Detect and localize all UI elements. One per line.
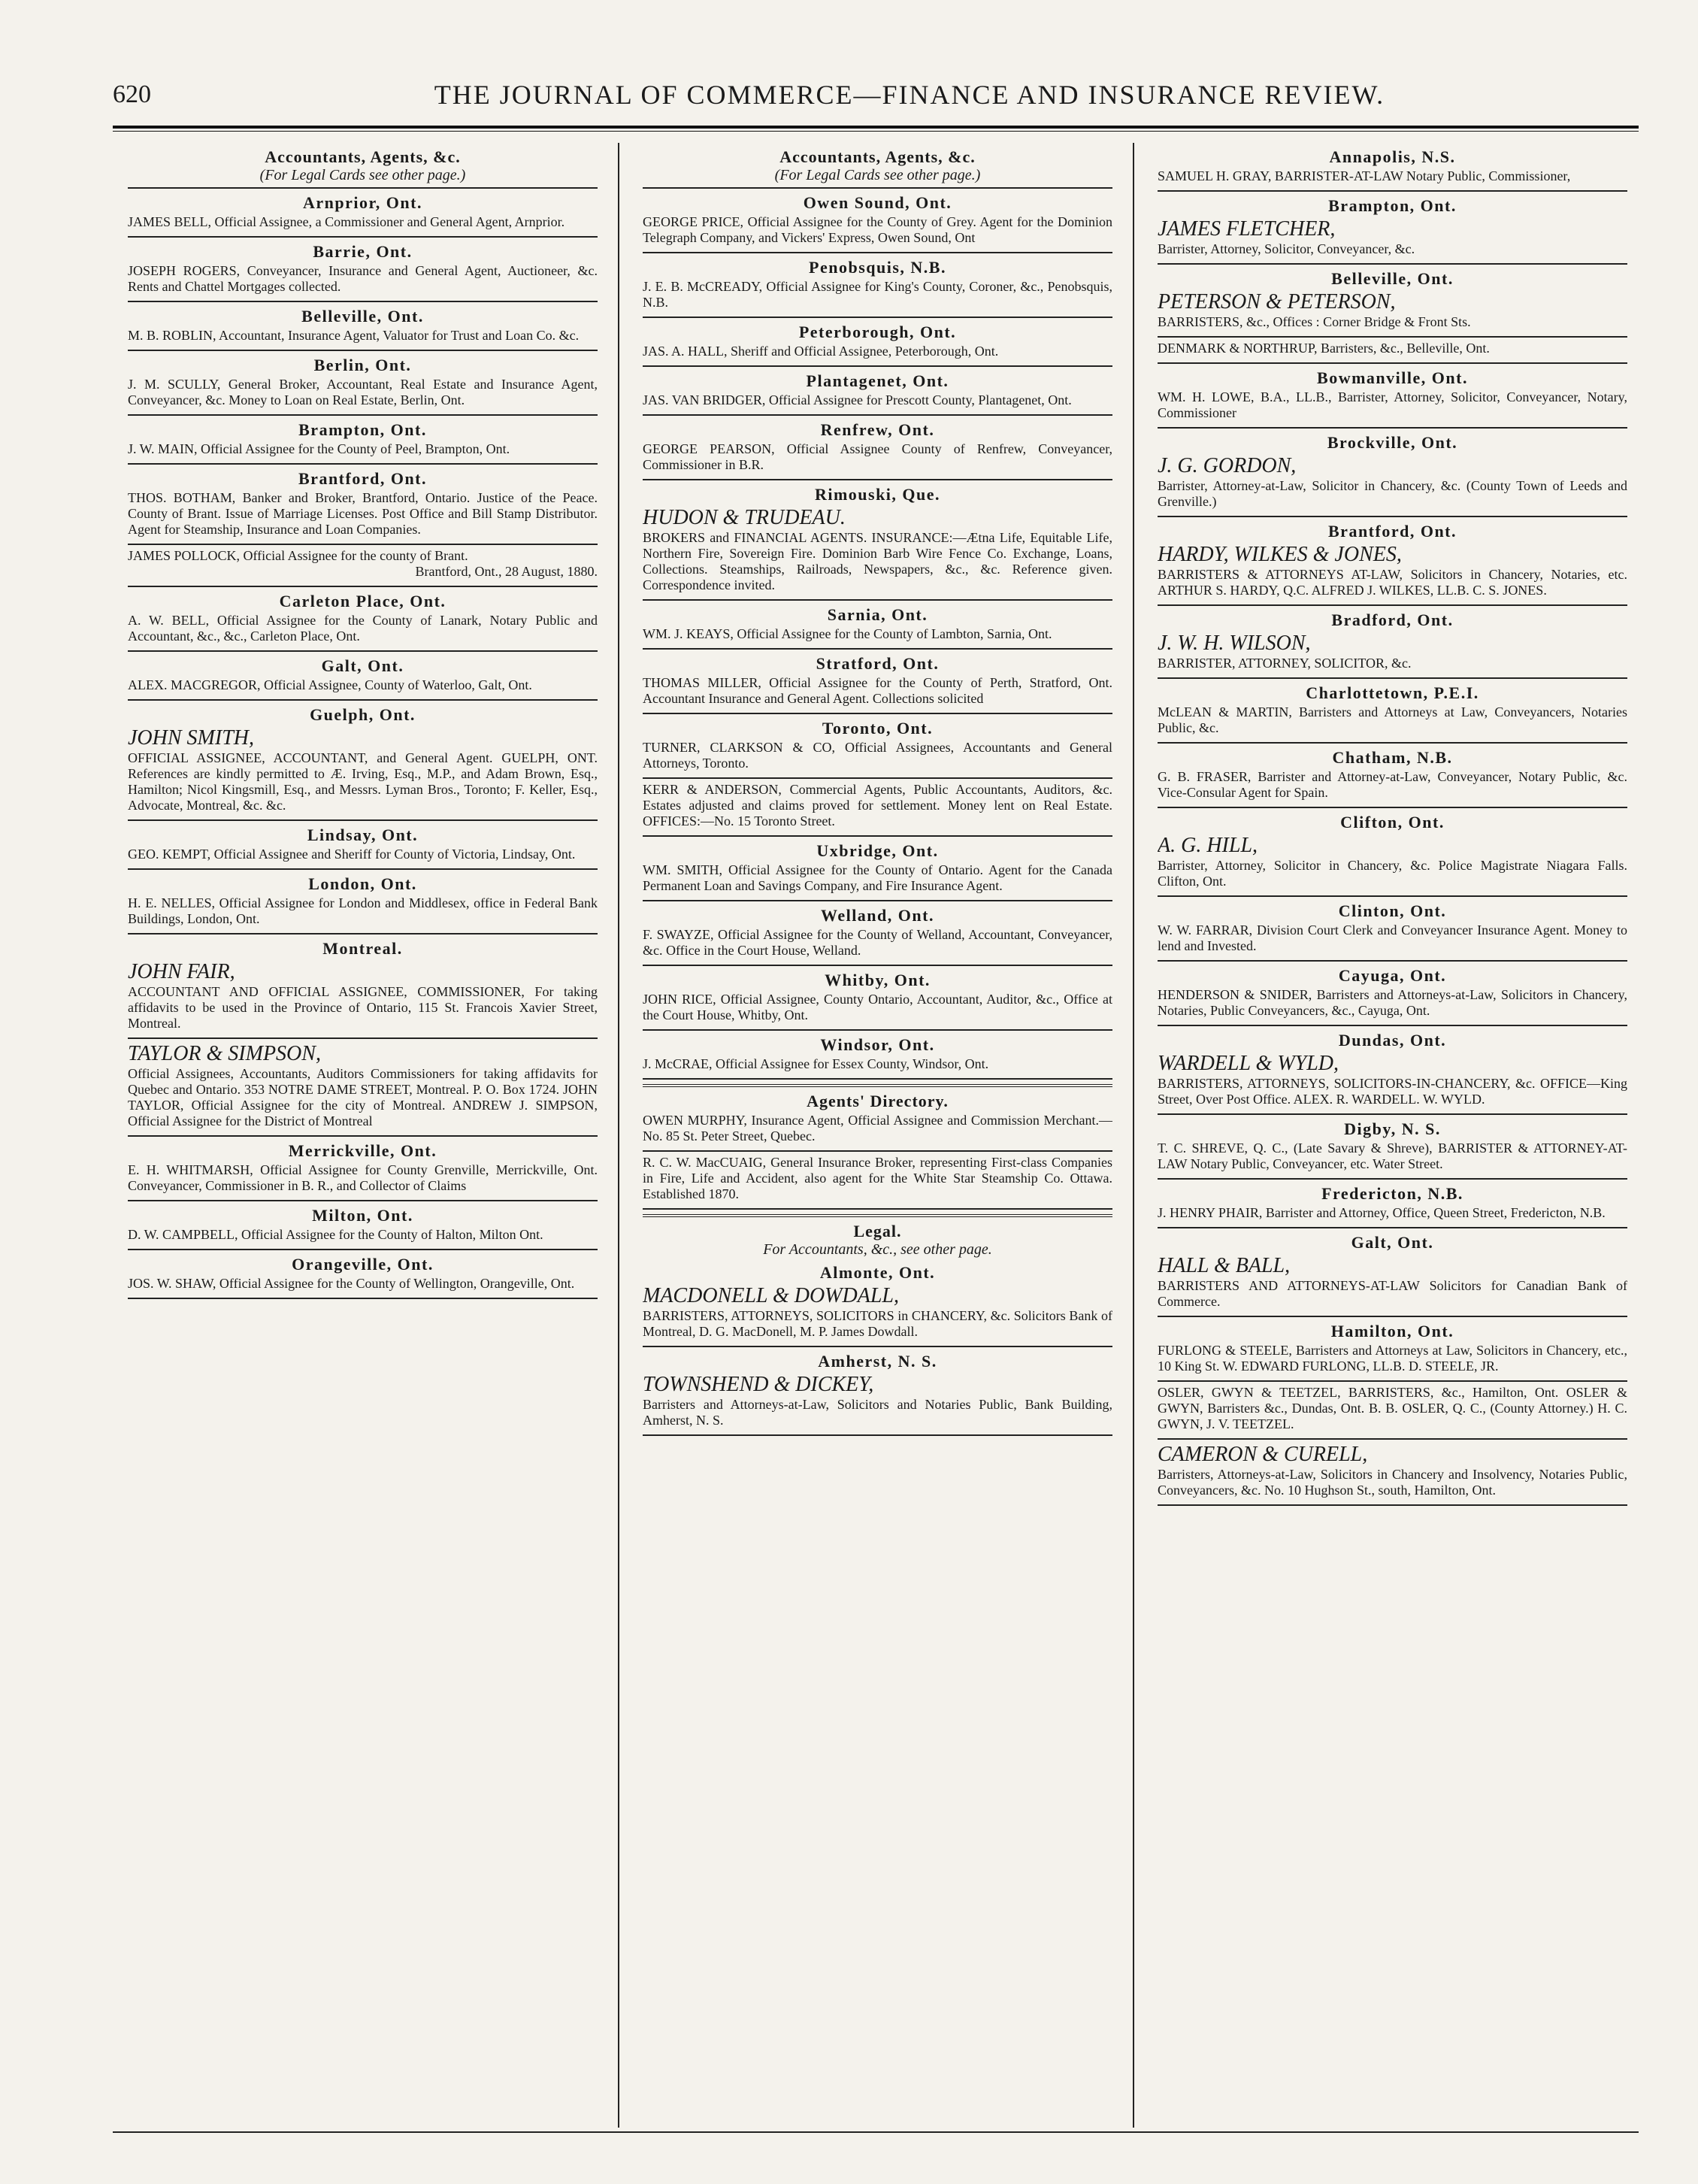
divider xyxy=(1158,336,1627,338)
directory-card xyxy=(643,738,1112,776)
place-heading: Milton, Ont. xyxy=(312,1206,413,1225)
place-heading: Merrickville, Ont. xyxy=(288,1141,437,1160)
card-text: GEO. KEMPT, Official Assignee and Sheriff for County of Victoria, Lindsay, Ont. xyxy=(128,847,576,862)
card-text: BARRISTER, ATTORNEY, SOLICITOR, &c. xyxy=(1158,656,1412,671)
card-name: TAYLOR & SIMPSON, xyxy=(128,1042,321,1065)
card-text: FURLONG & STEELE, Barristers and Attorneys at Law, Solicitors in Chancery, etc., 10 King St. W. EDWARD FURLONG, LL.B. D. STEELE, JR. xyxy=(1158,1343,1627,1374)
card-text: H. E. NELLES, Official Assignee for London and Middlesex, office in Federal Bank Buildings, London, Ont. xyxy=(128,895,598,926)
place-heading: Digby, N. S. xyxy=(1344,1119,1441,1138)
agents-list xyxy=(643,1111,1112,1210)
divider xyxy=(128,1135,598,1137)
card-text: OFFICIAL ASSIGNEE, ACCOUNTANT, and General Agent. GUELPH, ONT. References are kindly permitted to Æ. Irving, Esq., M.P., and Adam Brown, Esq., Hamilton; Nicol Kingsmill, Esq., and Messrs. Lyman Bros., Toronto; F. Keller, Esq., Advocate, Montreal, &c. &c. xyxy=(128,750,598,813)
place-heading: Berlin, Ont. xyxy=(313,356,412,374)
card-text: GEORGE PEARSON, Official Assignee County of Renfrew, Conveyancer, Commissioner in B.R. xyxy=(643,441,1112,472)
divider xyxy=(128,1200,598,1201)
card-text: J. McCRAE, Official Assignee for Essex County, Windsor, Ont. xyxy=(643,1056,989,1071)
card-name: CAMERON & CURELL, xyxy=(1158,1443,1368,1466)
card-text: JAMES BELL, Official Assignee, a Commissioner and General Agent, Arnprior. xyxy=(128,214,565,229)
divider xyxy=(643,414,1112,416)
directory-card xyxy=(128,959,598,1036)
place-heading: Brantford, Ont. xyxy=(298,469,427,488)
place-heading: Annapolis, N.S. xyxy=(1329,147,1456,166)
place-heading: Orangeville, Ont. xyxy=(292,1255,434,1274)
directory-card xyxy=(128,725,598,818)
place-heading: Bowmanville, Ont. xyxy=(1317,368,1468,387)
card-text: WM. H. LOWE, B.A., LL.B., Barrister, Attorney, Solicitor, Conveyancer, Notary, Commissioner xyxy=(1158,389,1627,420)
card-name: HUDON & TRUDEAU. xyxy=(643,506,846,529)
directory-card xyxy=(128,1274,598,1296)
card-text: McLEAN & MARTIN, Barristers and Attorneys at Law, Conveyancers, Notaries Public, &c. xyxy=(1158,704,1627,735)
directory-card xyxy=(128,440,598,462)
card-name: JOHN FAIR, xyxy=(128,960,235,983)
divider xyxy=(643,1029,1112,1031)
directory-card xyxy=(1158,986,1627,1023)
place-heading: Owen Sound, Ont. xyxy=(803,193,952,212)
card-name: J. G. GORDON, xyxy=(1158,454,1297,477)
directory-card xyxy=(1158,1204,1627,1225)
directory-card xyxy=(128,1161,598,1198)
card-text: BARRISTERS AND ATTORNEYS-AT-LAW Solicitors for Canadian Bank of Commerce. xyxy=(1158,1278,1627,1309)
directory-card xyxy=(643,780,1112,834)
directory-card xyxy=(1158,289,1627,335)
directory-card xyxy=(1158,1050,1627,1112)
card-text: Barristers and Attorneys-at-Law, Solicitors and Notaries Public, Bank Building, Amherst, N. S. xyxy=(643,1397,1112,1428)
directory-card xyxy=(643,674,1112,711)
directory-card xyxy=(643,213,1112,250)
card-text: T. C. SHREVE, Q. C., (Late Savary & Shreve), BARRISTER & ATTORNEY-AT-LAW Notary Public, Conveyancer, etc. Water Street. xyxy=(1158,1140,1627,1171)
divider xyxy=(128,1298,598,1299)
double-divider xyxy=(643,1214,1112,1217)
divider xyxy=(643,965,1112,966)
directory-card xyxy=(1158,768,1627,805)
divider xyxy=(1158,1316,1627,1317)
directory-card xyxy=(128,1225,598,1247)
card-text: THOS. BOTHAM, Banker and Broker, Brantford, Ontario. Justice of the Peace. County of Brant. Issue of Marriage Licenses. Post Office and Bill Stamp Distributor. Agent for Steamship, Insurance and Loan Companies. xyxy=(128,490,598,537)
card-text: Official Assignees, Accountants, Auditors Commissioners for taking affidavits for Quebec and Ontario. 353 NOTRE DAME STREET, Montreal. P. O. Box 1724. JOHN TAYLOR, Official Assignee for the city of Montreal. ANDREW J. SIMPSON, Official Assignee for the District of Montreal xyxy=(128,1066,598,1128)
directory-card xyxy=(643,861,1112,898)
card-text: D. W. CAMPBELL, Official Assignee for the County of Halton, Milton Ont. xyxy=(128,1227,543,1242)
journal-page xyxy=(113,71,1639,2146)
card-text: GEORGE PRICE, Official Assignee for the County of Grey. Agent for the Dominion Telegraph Company, and Vickers' Express, Owen Sound, Ont xyxy=(643,214,1112,245)
divider xyxy=(643,777,1112,779)
divider xyxy=(1158,807,1627,808)
place-heading: Belleville, Ont. xyxy=(301,307,424,326)
column-2 xyxy=(643,143,1112,2128)
divider xyxy=(1158,895,1627,897)
place-heading: Almonte, Ont. xyxy=(819,1263,936,1282)
card-text: THOMAS MILLER, Official Assignee for the County of Perth, Stratford, Ont. Accountant Insurance and General Agent. Collections solicited xyxy=(643,675,1112,706)
card-text: OSLER, GWYN & TEETZEL, BARRISTERS, &c., Hamilton, Ont. OSLER & GWYN, Barristers &c., Dundas, Ont. B. B. OSLER, Q. C., (County Attorney.) H. C. GWYN, J. V. TEETZEL. xyxy=(1158,1385,1627,1431)
divider xyxy=(128,650,598,652)
directory-card xyxy=(643,625,1112,647)
agents-directory-title: Agents' Directory. xyxy=(807,1092,949,1110)
directory-card xyxy=(128,489,598,542)
divider xyxy=(128,544,598,545)
card-text: SAMUEL H. GRAY, BARRISTER-AT-LAW Notary Public, Commissioner, xyxy=(1158,168,1571,183)
divider xyxy=(643,1150,1112,1152)
place-heading: Peterborough, Ont. xyxy=(798,323,957,341)
card-text: G. B. FRASER, Barrister and Attorney-at-Law, Conveyancer, Notary Public, &c. Vice-Consular Agent for Spain. xyxy=(1158,769,1627,800)
place-heading: Barrie, Ont. xyxy=(313,242,413,261)
directory-card xyxy=(128,375,598,413)
directory-card xyxy=(643,277,1112,315)
card-text: Barrister, Attorney-at-Law, Solicitor in Chancery, &c. (County Town of Leeds and Grenville.) xyxy=(1158,478,1627,509)
place-heading: Renfrew, Ont. xyxy=(820,420,935,439)
card-text: J. W. MAIN, Official Assignee for the County of Peel, Brampton, Ont. xyxy=(128,441,510,456)
directory-card xyxy=(1158,216,1627,262)
section-title: Accountants, Agents, &c. xyxy=(265,147,461,166)
directory-card xyxy=(1158,453,1627,514)
card-name: TOWNSHEND & DICKEY, xyxy=(643,1373,874,1396)
place-heading: Charlottetown, P.E.I. xyxy=(1306,683,1479,702)
card-extra: Brantford, Ont., 28 August, 1880. xyxy=(415,564,598,579)
card-name: PETERSON & PETERSON, xyxy=(1158,290,1396,314)
divider xyxy=(643,599,1112,601)
directory-card xyxy=(1158,1441,1627,1503)
column-1 xyxy=(128,143,598,2128)
place-heading: Bradford, Ont. xyxy=(1331,610,1454,629)
divider xyxy=(128,301,598,302)
card-text: M. B. ROBLIN, Accountant, Insurance Agent, Valuator for Trust and Loan Co. &c. xyxy=(128,328,580,343)
card-name: J. W. H. WILSON, xyxy=(1158,632,1311,655)
directory-card xyxy=(643,1371,1112,1433)
page-header xyxy=(113,71,1639,124)
place-heading: Amherst, N. S. xyxy=(818,1352,937,1371)
directory-card xyxy=(128,845,598,867)
divider xyxy=(1158,1438,1627,1440)
directory-card xyxy=(128,262,598,299)
divider xyxy=(128,699,598,701)
card-text: WM. J. KEAYS, Official Assignee for the County of Lambton, Sarnia, Ont. xyxy=(643,626,1052,641)
divider xyxy=(1158,742,1627,744)
divider xyxy=(1158,427,1627,429)
place-heading: Plantagenet, Ont. xyxy=(806,371,949,390)
directory-card xyxy=(643,925,1112,963)
directory-card xyxy=(643,342,1112,364)
divider xyxy=(128,1037,598,1039)
place-heading: Uxbridge, Ont. xyxy=(816,841,939,860)
card-text: Barrister, Attorney, Solicitor, Conveyancer, &c. xyxy=(1158,241,1415,256)
divider xyxy=(1158,1380,1627,1382)
header-rule-thin xyxy=(113,131,1639,132)
divider xyxy=(1158,362,1627,364)
divider xyxy=(128,187,598,189)
divider xyxy=(128,414,598,416)
place-heading: Clifton, Ont. xyxy=(1340,813,1445,831)
place-heading: Toronto, Ont. xyxy=(822,719,934,738)
directory-card xyxy=(643,504,1112,598)
divider xyxy=(643,1434,1112,1436)
card-text: W. W. FARRAR, Division Court Clerk and Conveyancer Insurance Agent. Money to lend and Invested. xyxy=(1158,922,1627,953)
divider xyxy=(643,1208,1112,1210)
page-number: 620 xyxy=(113,80,151,108)
divider xyxy=(1158,604,1627,606)
card-name: JOHN SMITH, xyxy=(128,726,254,750)
card-text: KERR & ANDERSON, Commercial Agents, Public Accountants, Auditors, &c. Estates adjusted and claims proved for settlement. Money lent on Real Estate. OFFICES:—No. 15 Toronto Street. xyxy=(643,782,1112,828)
directory-card xyxy=(128,676,598,698)
footer-rule xyxy=(113,2131,1639,2133)
card-text: BARRISTERS, ATTORNEYS, SOLICITORS-IN-CHANCERY, &c. OFFICE—King Street, Over Post Office. ALEX. R. WARDELL. W. WYLD. xyxy=(1158,1076,1627,1107)
divider xyxy=(643,835,1112,837)
directory-card xyxy=(128,894,598,931)
card-name: HALL & BALL, xyxy=(1158,1254,1291,1277)
directory-card xyxy=(643,391,1112,413)
divider xyxy=(643,252,1112,253)
directory-card xyxy=(128,611,598,649)
card-text: F. SWAYZE, Official Assignee for the County of Welland, Accountant, Conveyancer, &c. Office in the Court House, Welland. xyxy=(643,927,1112,958)
divider xyxy=(643,648,1112,650)
directory-card xyxy=(643,440,1112,477)
directory-card xyxy=(1158,630,1627,676)
card-text: JOHN RICE, Official Assignee, County Ontario, Accountant, Auditor, &c., Office at the Court House, Whitby, Ont. xyxy=(643,992,1112,1022)
entry-list xyxy=(643,193,1112,1080)
place-heading: Fredericton, N.B. xyxy=(1321,1184,1463,1203)
place-heading: Brampton, Ont. xyxy=(298,420,427,439)
legal-list xyxy=(643,1263,1112,1436)
directory-card xyxy=(1158,541,1627,603)
card-name: WARDELL & WYLD, xyxy=(1158,1052,1339,1075)
directory-card xyxy=(128,1041,598,1134)
card-text: JOS. W. SHAW, Official Assignee for the County of Wellington, Orangeville, Ont. xyxy=(128,1276,575,1291)
place-heading: Sarnia, Ont. xyxy=(827,605,928,624)
card-text: JAMES POLLOCK, Official Assignee for the county of Brant. xyxy=(128,548,468,563)
place-heading: Carleton Place, Ont. xyxy=(279,592,446,610)
place-heading: Dundas, Ont. xyxy=(1338,1031,1447,1050)
divider xyxy=(643,479,1112,480)
place-heading: Whitby, Ont. xyxy=(825,971,931,989)
card-text: J. M. SCULLY, General Broker, Accountant, Real Estate and Insurance Agent, Conveyancer, &c. Money to Loan on Real Estate, Berlin, Ont. xyxy=(128,377,598,407)
divider xyxy=(643,317,1112,318)
section-subtitle: (For Legal Cards see other page.) xyxy=(259,167,466,183)
card-text: ALEX. MACGREGOR, Official Assignee, County of Waterloo, Galt, Ont. xyxy=(128,677,532,692)
divider xyxy=(643,713,1112,714)
directory-card xyxy=(1158,388,1627,426)
card-text: DENMARK & NORTHRUP, Barristers, &c., Belleville, Ont. xyxy=(1158,341,1490,356)
card-name: A. G. HILL, xyxy=(1158,834,1258,857)
column-divider xyxy=(618,143,619,2128)
card-text: JOSEPH ROGERS, Conveyancer, Insurance and General Agent, Auctioneer, &c. Rents and Chattel Mortgages collected. xyxy=(128,263,598,294)
divider xyxy=(643,1346,1112,1347)
card-text: Barrister, Attorney, Solicitor in Chancery, &c. Police Magistrate Niagara Falls. Clifton, Ont. xyxy=(1158,858,1627,889)
divider xyxy=(128,1249,598,1250)
header-rule xyxy=(113,126,1639,129)
place-heading: Galt, Ont. xyxy=(1351,1233,1434,1252)
place-heading: Rimouski, Que. xyxy=(814,485,941,504)
legal-title: Legal. xyxy=(853,1222,902,1240)
card-text: E. H. WHITMARSH, Official Assignee for County Grenville, Merrickville, Ont. Conveyancer, Commissioner in B. R., and Collector of Claims xyxy=(128,1162,598,1193)
place-heading: Brampton, Ont. xyxy=(1328,196,1457,215)
agent-card: OWEN MURPHY, Insurance Agent, Official Assignee and Commission Merchant.—No. 85 St. Peter Street, Quebec. xyxy=(643,1113,1112,1143)
place-heading: Cayuga, Ont. xyxy=(1338,966,1447,985)
place-heading: Windsor, Ont. xyxy=(820,1035,935,1054)
card-text: BARRISTERS, &c., Offices : Corner Bridge & Front Sts. xyxy=(1158,314,1471,329)
divider xyxy=(1158,1227,1627,1228)
divider xyxy=(128,236,598,238)
directory-card xyxy=(128,326,598,348)
card-text: J. HENRY PHAIR, Barrister and Attorney, Office, Queen Street, Fredericton, N.B. xyxy=(1158,1205,1606,1220)
place-heading: Belleville, Ont. xyxy=(1331,269,1454,288)
card-text: ACCOUNTANT AND OFFICIAL ASSIGNEE, COMMISSIONER, For taking affidavits to be used in the Province of Ontario, 115 St. Francois Xavier Street, Montreal. xyxy=(128,984,598,1031)
card-text: TURNER, CLARKSON & CO, Official Assignees, Accountants and General Attorneys, Toronto. xyxy=(643,740,1112,771)
card-text: JAS. VAN BRIDGER, Official Assignee for Prescott County, Plantagenet, Ont. xyxy=(643,392,1072,407)
card-text: BROKERS and FINANCIAL AGENTS. INSURANCE:—Ætna Life, Equitable Life, Northern Fire, Sovereign Fire. Dominion Barb Wire Fence Co. Exchange, Loans, Collections. Steamships, Railroads, Newspapers, &c., &c. Reference given. Correspondence invited. xyxy=(643,530,1112,592)
directory-card xyxy=(1158,1139,1627,1177)
divider xyxy=(128,463,598,465)
directory-card xyxy=(1158,832,1627,894)
directory-card xyxy=(643,1055,1112,1077)
agent-card: R. C. W. MacCUAIG, General Insurance Broker, representing First-class Companies in Fire, Life and Accident, also agent for the White Star Steamship Co. Ottawa. Established 1870. xyxy=(643,1155,1112,1201)
divider xyxy=(1158,1113,1627,1115)
card-text: BARRISTERS & ATTORNEYS AT-LAW, Solicitors in Chancery, Notaries, etc. ARTHUR S. HARDY, Q.C. ALFRED J. WILKES, LL.B. C. S. JONES. xyxy=(1158,567,1627,598)
divider xyxy=(128,819,598,821)
divider xyxy=(128,868,598,870)
card-name: HARDY, WILKES & JONES, xyxy=(1158,543,1402,566)
divider xyxy=(1158,516,1627,517)
place-heading: Montreal. xyxy=(322,939,403,958)
divider xyxy=(128,586,598,587)
card-text: BARRISTERS, ATTORNEYS, SOLICITORS in CHANCERY, &c. Solicitors Bank of Montreal, D. G. MacDonell, M. P. James Dowdall. xyxy=(643,1308,1112,1339)
directory-card xyxy=(1158,703,1627,741)
entry-list xyxy=(1158,147,1627,1506)
directory-card xyxy=(1158,921,1627,959)
divider xyxy=(1158,1178,1627,1180)
card-text: Barristers, Attorneys-at-Law, Solicitors in Chancery and Insolvency, Notaries Public, Conveyancers, &c. No. 10 Hughson St., south, Hamilton, Ont. xyxy=(1158,1467,1627,1498)
divider xyxy=(643,365,1112,367)
card-text: J. E. B. McCREADY, Official Assignee for King's County, Coroner, &c., Penobsquis, N.B. xyxy=(643,279,1112,310)
directory-card xyxy=(1158,1253,1627,1314)
directory-card xyxy=(1158,339,1627,361)
place-heading: Lindsay, Ont. xyxy=(307,825,419,844)
divider xyxy=(1158,1025,1627,1026)
card-text: A. W. BELL, Official Assignee for the County of Lanark, Notary Public and Accountant, &c., &c., Carleton Place, Ont. xyxy=(128,613,598,644)
divider xyxy=(1158,1504,1627,1506)
place-heading: Galt, Ont. xyxy=(321,656,404,675)
column-divider xyxy=(1133,143,1134,2128)
place-heading: Brockville, Ont. xyxy=(1327,433,1458,452)
place-heading: Guelph, Ont. xyxy=(310,705,416,724)
legal-subtitle: For Accountants, &c., see other page. xyxy=(763,1241,992,1258)
divider xyxy=(643,900,1112,901)
column-3 xyxy=(1158,143,1627,2128)
divider xyxy=(1158,190,1627,192)
place-heading: Arnprior, Ont. xyxy=(303,193,422,212)
double-divider xyxy=(643,1084,1112,1087)
directory-card xyxy=(643,1283,1112,1344)
divider xyxy=(1158,263,1627,265)
divider xyxy=(128,350,598,351)
directory-card xyxy=(1158,167,1627,189)
section-title: Accountants, Agents, &c. xyxy=(779,147,976,166)
place-heading: Welland, Ont. xyxy=(821,906,934,925)
divider xyxy=(643,187,1112,189)
directory-card xyxy=(128,547,598,584)
place-heading: Brantford, Ont. xyxy=(1328,522,1457,541)
place-heading: Clinton, Ont. xyxy=(1338,901,1447,920)
card-text: JAS. A. HALL, Sheriff and Official Assignee, Peterborough, Ont. xyxy=(643,344,999,359)
card-name: JAMES FLETCHER, xyxy=(1158,217,1336,241)
place-heading: Chatham, N.B. xyxy=(1332,748,1453,767)
place-heading: Hamilton, Ont. xyxy=(1330,1322,1454,1340)
entry-list xyxy=(128,193,598,1299)
card-text: WM. SMITH, Official Assignee for the County of Ontario. Agent for the Canada Permanent Loan and Savings Company, and Fire Insurance Agent. xyxy=(643,862,1112,893)
divider xyxy=(128,933,598,934)
divider xyxy=(643,1078,1112,1080)
card-name: MACDONELL & DOWDALL, xyxy=(643,1284,899,1307)
place-heading: Penobsquis, N.B. xyxy=(809,258,946,277)
divider xyxy=(1158,677,1627,679)
section-subtitle: (For Legal Cards see other page.) xyxy=(774,167,981,183)
directory-card xyxy=(1158,1383,1627,1437)
place-heading: Stratford, Ont. xyxy=(816,654,940,673)
place-heading: London, Ont. xyxy=(308,874,417,893)
directory-card xyxy=(643,990,1112,1028)
divider xyxy=(1158,960,1627,962)
card-text: HENDERSON & SNIDER, Barristers and Attorneys-at-Law, Solicitors in Chancery, Notaries, Public Conveyancers, &c., Cayuga, Ont. xyxy=(1158,987,1627,1018)
directory-card xyxy=(128,213,598,235)
directory-card xyxy=(1158,1341,1627,1379)
journal-title: THE JOURNAL OF COMMERCE—FINANCE AND INSURANCE REVIEW. xyxy=(434,80,1385,110)
